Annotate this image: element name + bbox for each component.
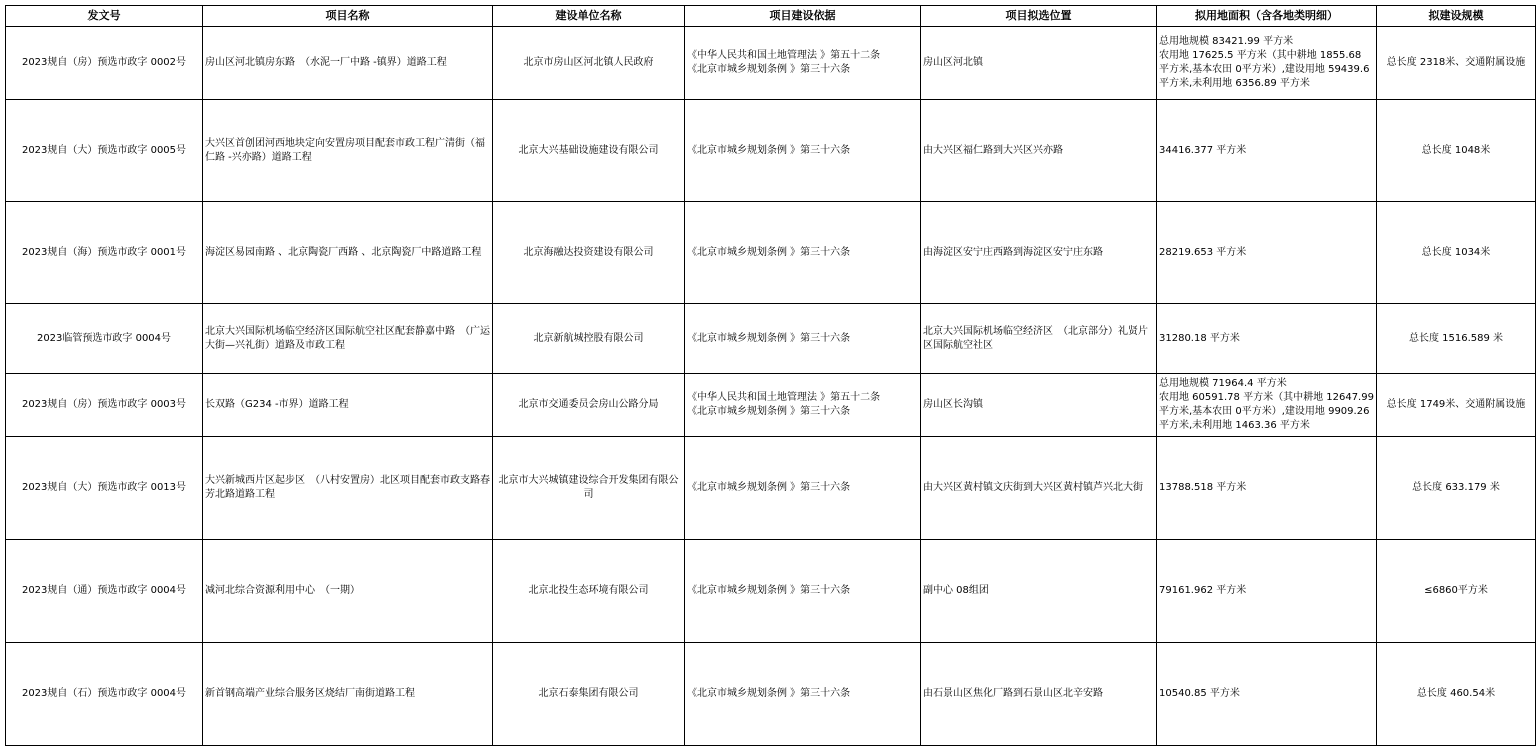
cell-area <box>1157 643 1377 746</box>
area-line: 13788.518 平方米 <box>1159 482 1247 493</box>
cell-project-name: 减河北综合资源利用中心 （一期） <box>203 540 493 643</box>
cell-scale: 总长度 460.54米 <box>1377 643 1536 746</box>
table-row <box>6 202 1536 304</box>
cell-scale: ≤6860平方米 <box>1377 540 1536 643</box>
header-doc-no: 发文号 <box>6 6 203 27</box>
basis-line: 《北京市城乡规划条例 》第三十六条 <box>687 406 851 417</box>
table-row <box>6 100 1536 202</box>
cell-doc-no: 2023规自（大）预选市政字 0013号 <box>6 437 203 540</box>
basis-line: 《北京市城乡规划条例 》第三十六条 <box>687 246 851 258</box>
cell-doc-no: 2023规自（大）预选市政字 0005号 <box>6 100 203 202</box>
area-line: 农用地 17625.5 平方米（其中耕地 1855.68 平方米,基本农田 0平方米）,建设用地 59439.6 平方米,未利用地 6356.89 平方米 <box>1159 50 1370 89</box>
cell-location: 由石景山区焦化厂路到石景山区北辛安路 <box>921 643 1157 746</box>
basis-line: 《北京市城乡规划条例 》第三十六条 <box>687 144 851 156</box>
cell-area <box>1157 202 1377 304</box>
basis-line: 《中华人民共和国土地管理法 》第五十二条 <box>687 50 881 61</box>
area-line: 79161.962 平方米 <box>1159 585 1247 596</box>
project-table <box>5 5 1536 746</box>
cell-location: 由大兴区福仁路到大兴区兴亦路 <box>921 100 1157 202</box>
area-line: 28219.653 平方米 <box>1159 246 1247 258</box>
cell-doc-no: 2023临管预选市政字 0004号 <box>6 304 203 374</box>
cell-unit-name: 北京市大兴城镇建设综合开发集团有限公司 <box>493 437 685 540</box>
cell-unit-name: 北京市交通委员会房山公路分局 <box>493 374 685 437</box>
header-scale: 拟建设规模 <box>1377 6 1536 27</box>
cell-doc-no: 2023规自（通）预选市政字 0004号 <box>6 540 203 643</box>
area-line: 农用地 60591.78 平方米（其中耕地 12647.99 平方米,基本农田 0平方米）,建设用地 9909.26 平方米,未利用地 1463.36 平方米 <box>1159 392 1374 431</box>
cell-project-name: 房山区河北镇房东路 （水泥一厂中路 -镇界）道路工程 <box>203 27 493 100</box>
cell-basis <box>685 540 921 643</box>
cell-area <box>1157 374 1377 437</box>
cell-location: 房山区长沟镇 <box>921 374 1157 437</box>
cell-doc-no: 2023规自（石）预选市政字 0004号 <box>6 643 203 746</box>
basis-line: 《北京市城乡规划条例 》第三十六条 <box>687 64 851 75</box>
area-line: 10540.85 平方米 <box>1159 688 1240 699</box>
cell-project-name: 大兴区首创团河西地块定向安置房项目配套市政工程广清街（福仁路 -兴亦路）道路工程 <box>203 100 493 202</box>
cell-unit-name: 北京市房山区河北镇人民政府 <box>493 27 685 100</box>
cell-doc-no: 2023规自（海）预选市政字 0001号 <box>6 202 203 304</box>
cell-basis <box>685 643 921 746</box>
area-line: 34416.377 平方米 <box>1159 144 1247 156</box>
cell-area <box>1157 540 1377 643</box>
cell-project-name: 海淀区易园南路 、北京陶瓷厂西路 、北京陶瓷厂中路道路工程 <box>203 202 493 304</box>
cell-scale: 总长度 2318米、交通附属设施 <box>1377 27 1536 100</box>
header-unit-name: 建设单位名称 <box>493 6 685 27</box>
cell-location: 房山区河北镇 <box>921 27 1157 100</box>
cell-location: 北京大兴国际机场临空经济区 （北京部分）礼贤片区国际航空社区 <box>921 304 1157 374</box>
cell-scale: 总长度 1034米 <box>1377 202 1536 304</box>
area-line: 总用地规模 83421.99 平方米 <box>1159 36 1294 47</box>
header-area: 拟用地面积（含各地类明细） <box>1157 6 1377 27</box>
cell-basis <box>685 437 921 540</box>
table-row <box>6 540 1536 643</box>
cell-unit-name: 北京石泰集团有限公司 <box>493 643 685 746</box>
header-project-name: 项目名称 <box>203 6 493 27</box>
area-line: 31280.18 平方米 <box>1159 332 1240 344</box>
cell-project-name: 北京大兴国际机场临空经济区国际航空社区配套静嘉中路 （广运大街—兴礼街）道路及市政工程 <box>203 304 493 374</box>
table-row <box>6 643 1536 746</box>
basis-line: 《中华人民共和国土地管理法 》第五十二条 <box>687 392 881 403</box>
cell-project-name: 长双路（G234 -市界）道路工程 <box>203 374 493 437</box>
basis-line: 《北京市城乡规划条例 》第三十六条 <box>687 332 851 344</box>
cell-basis <box>685 374 921 437</box>
header-location: 项目拟选位置 <box>921 6 1157 27</box>
basis-line: 《北京市城乡规划条例 》第三十六条 <box>687 482 851 493</box>
basis-line: 《北京市城乡规划条例 》第三十六条 <box>687 585 851 596</box>
cell-area <box>1157 437 1377 540</box>
cell-basis <box>685 304 921 374</box>
cell-basis <box>685 202 921 304</box>
cell-doc-no: 2023规自（房）预选市政字 0003号 <box>6 374 203 437</box>
cell-scale: 总长度 1749米、交通附属设施 <box>1377 374 1536 437</box>
table-row <box>6 437 1536 540</box>
cell-basis <box>685 100 921 202</box>
cell-project-name: 大兴新城西片区起步区 （八村安置房）北区项目配套市政支路春芳北路道路工程 <box>203 437 493 540</box>
table-row <box>6 374 1536 437</box>
cell-unit-name: 北京大兴基础设施建设有限公司 <box>493 100 685 202</box>
cell-area <box>1157 100 1377 202</box>
area-line: 总用地规模 71964.4 平方米 <box>1159 378 1287 389</box>
cell-basis <box>685 27 921 100</box>
cell-project-name: 新首钢高端产业综合服务区烧结厂南街道路工程 <box>203 643 493 746</box>
cell-unit-name: 北京北投生态环境有限公司 <box>493 540 685 643</box>
cell-location: 副中心 08组团 <box>921 540 1157 643</box>
cell-location: 由海淀区安宁庄西路到海淀区安宁庄东路 <box>921 202 1157 304</box>
table-row <box>6 27 1536 100</box>
cell-scale: 总长度 1048米 <box>1377 100 1536 202</box>
cell-area <box>1157 27 1377 100</box>
cell-doc-no: 2023规自（房）预选市政字 0002号 <box>6 27 203 100</box>
basis-line: 《北京市城乡规划条例 》第三十六条 <box>687 688 851 699</box>
table-row <box>6 304 1536 374</box>
cell-scale: 总长度 633.179 米 <box>1377 437 1536 540</box>
cell-area <box>1157 304 1377 374</box>
cell-location: 由大兴区黄村镇文庆街到大兴区黄村镇芦兴北大街 <box>921 437 1157 540</box>
cell-unit-name: 北京新航城控股有限公司 <box>493 304 685 374</box>
header-basis: 项目建设依据 <box>685 6 921 27</box>
table-header-row <box>6 6 1536 27</box>
cell-unit-name: 北京海融达投资建设有限公司 <box>493 202 685 304</box>
cell-scale: 总长度 1516.589 米 <box>1377 304 1536 374</box>
